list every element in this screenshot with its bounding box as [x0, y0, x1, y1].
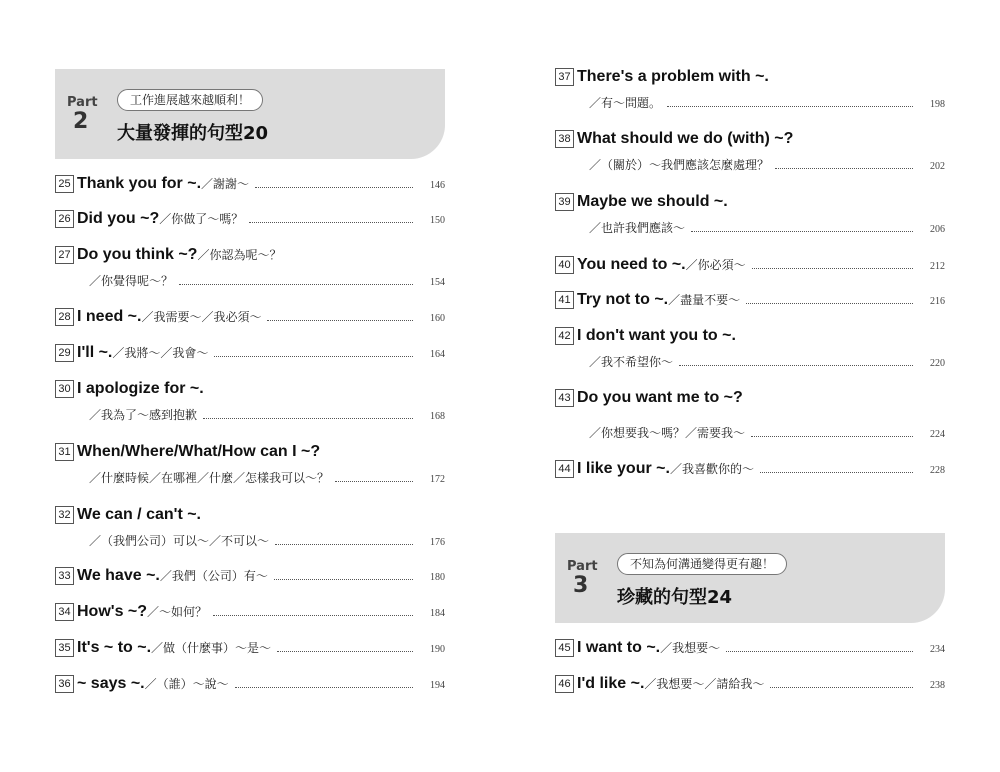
- entry-chinese: ／我想要～: [660, 641, 721, 655]
- entry-chinese: ／我需要～／我必須～: [141, 310, 262, 324]
- entry-english: We have ~.: [77, 567, 160, 584]
- page-number: 216: [930, 296, 945, 307]
- leader-dots: [274, 579, 413, 580]
- entry-chinese: ／（誰）～說～: [144, 677, 229, 691]
- page-number: 190: [430, 644, 445, 655]
- toc-entry[interactable]: [555, 68, 945, 110]
- entry-english: We can / can't ~.: [77, 506, 201, 523]
- part-subtitle-pill: 工作進展越來越順利！: [117, 89, 263, 111]
- entry-number: 25: [55, 175, 74, 193]
- page-number: 172: [430, 474, 445, 485]
- leader-dots: [277, 651, 413, 652]
- part-number: 3: [573, 573, 589, 598]
- toc-entry[interactable]: [555, 639, 945, 659]
- entry-number: 33: [55, 567, 74, 585]
- leader-dots: [775, 168, 913, 169]
- entry-english: There's a problem with ~.: [577, 68, 769, 85]
- entry-english: Did you ~?: [77, 210, 160, 227]
- entry-number: 27: [55, 246, 74, 264]
- right-page: [500, 0, 1000, 772]
- page-number: 160: [430, 313, 445, 324]
- toc-entry[interactable]: [555, 130, 945, 172]
- part-2-banner: [55, 69, 445, 159]
- page-number: 224: [930, 429, 945, 440]
- toc-entry[interactable]: [55, 675, 445, 695]
- toc-entry[interactable]: [555, 389, 945, 440]
- entry-english: What should we do (with) ~?: [577, 130, 794, 147]
- leader-dots: [203, 418, 413, 419]
- toc-entry[interactable]: [555, 256, 945, 276]
- entry-chinese: ／我想要～／請給我～: [644, 677, 765, 691]
- toc-entry[interactable]: [55, 380, 445, 422]
- entry-number: 26: [55, 210, 74, 228]
- entry-english: I need ~.: [77, 308, 142, 325]
- entry-chinese-second-line: ／你覺得呢～？: [89, 274, 174, 288]
- page-number: 146: [430, 180, 445, 191]
- entry-chinese-second-line: ／有～問題。: [589, 96, 662, 110]
- entry-chinese-second-line: ／我為了～感到抱歉: [89, 408, 198, 422]
- entry-english: You need to ~.: [577, 256, 686, 273]
- page-number: 184: [430, 608, 445, 619]
- entry-english: ~ says ~.: [77, 675, 145, 692]
- entry-chinese: ／謝謝～: [201, 177, 250, 191]
- page-number: 150: [430, 215, 445, 226]
- entry-english: I'll ~.: [77, 344, 113, 361]
- entry-chinese: ／～如何？: [147, 605, 208, 619]
- leader-dots: [214, 356, 413, 357]
- entry-number: 39: [555, 193, 574, 211]
- part-3-banner: [555, 533, 945, 623]
- entry-number: 34: [55, 603, 74, 621]
- entry-chinese-second-line: ／（我們公司）可以～／不可以～: [89, 534, 270, 548]
- entry-chinese: ／我喜歡你的～: [669, 462, 754, 476]
- entry-chinese: ／做（什麼事）～是～: [151, 641, 272, 655]
- leader-dots: [179, 284, 413, 285]
- entry-english: It's ~ to ~.: [77, 639, 152, 656]
- toc-entry[interactable]: [55, 210, 445, 230]
- toc-entry[interactable]: [555, 675, 945, 695]
- part-number: 2: [73, 109, 89, 134]
- page-number: 176: [430, 537, 445, 548]
- entry-english: I'd like ~.: [577, 675, 645, 692]
- toc-entry[interactable]: [555, 193, 945, 235]
- entry-number: 32: [55, 506, 74, 524]
- toc-entry[interactable]: [55, 443, 445, 485]
- entry-number: 28: [55, 308, 74, 326]
- entry-chinese: ／你認為呢～？: [197, 248, 282, 262]
- leader-dots: [746, 303, 913, 304]
- entry-chinese-second-line: ／什麼時候／在哪裡／什麼／怎樣我可以～？: [89, 471, 330, 485]
- entry-number: 29: [55, 344, 74, 362]
- entry-number: 36: [55, 675, 74, 693]
- leader-dots: [751, 436, 913, 437]
- part-title: 大量發揮的句型20: [117, 123, 269, 144]
- entry-chinese-second-line: ／你想要我～嗎？／需要我～: [589, 426, 746, 440]
- entry-english: Do you want me to ~?: [577, 389, 743, 406]
- leader-dots: [267, 320, 413, 321]
- leader-dots: [235, 687, 413, 688]
- entry-chinese: ／你做了～嗎？: [159, 212, 244, 226]
- page-number: 168: [430, 411, 445, 422]
- page-number: 202: [930, 161, 945, 172]
- entry-number: 30: [55, 380, 74, 398]
- page-number: 238: [930, 680, 945, 691]
- entry-number: 31: [55, 443, 74, 461]
- entry-english: How's ~?: [77, 603, 148, 620]
- page-number: 228: [930, 465, 945, 476]
- toc-entry[interactable]: [55, 308, 445, 328]
- toc-entry[interactable]: [55, 567, 445, 587]
- toc-entry[interactable]: [555, 460, 945, 480]
- entry-number: 41: [555, 291, 574, 309]
- leader-dots: [667, 106, 913, 107]
- leader-dots: [752, 268, 913, 269]
- leader-dots: [275, 544, 413, 545]
- entry-number: 38: [555, 130, 574, 148]
- entry-number: 37: [555, 68, 574, 86]
- entry-number: 35: [55, 639, 74, 657]
- entry-number: 43: [555, 389, 574, 407]
- leader-dots: [213, 615, 413, 616]
- entry-chinese: ／盡量不要～: [668, 293, 741, 307]
- entry-chinese-second-line: ／也許我們應該～: [589, 221, 686, 235]
- entry-english: Do you think ~?: [77, 246, 198, 263]
- leader-dots: [726, 651, 913, 652]
- part-subtitle-pill: 不知為何溝通變得更有趣！: [617, 553, 787, 575]
- page-number: 180: [430, 572, 445, 583]
- entry-english: Try not to ~.: [577, 291, 669, 308]
- page-number: 154: [430, 277, 445, 288]
- toc-entry[interactable]: [55, 344, 445, 364]
- entry-english: I apologize for ~.: [77, 380, 204, 397]
- entry-chinese: ／我將～／我會～: [112, 346, 209, 360]
- toc-entry[interactable]: [555, 327, 945, 369]
- entry-english: I want to ~.: [577, 639, 661, 656]
- entry-english: Thank you for ~.: [77, 175, 202, 192]
- toc-entry[interactable]: [55, 506, 445, 548]
- leader-dots: [255, 187, 413, 188]
- part-label: Part: [567, 559, 598, 574]
- toc-entry[interactable]: [555, 291, 945, 311]
- page-number: 194: [430, 680, 445, 691]
- entry-number: 46: [555, 675, 574, 693]
- entry-english: Maybe we should ~.: [577, 193, 728, 210]
- page-number: 164: [430, 349, 445, 360]
- page-number: 206: [930, 224, 945, 235]
- leader-dots: [679, 365, 913, 366]
- toc-entry[interactable]: [55, 175, 445, 195]
- entry-chinese: ／我們（公司）有～: [159, 569, 268, 583]
- leader-dots: [760, 472, 913, 473]
- page-number: 198: [930, 99, 945, 110]
- entry-chinese: ／你必須～: [685, 258, 746, 272]
- entry-chinese-second-line: ／（關於）～我們應該怎麼處理？: [589, 158, 770, 172]
- part-label: Part: [67, 95, 98, 110]
- entry-english: I like your ~.: [577, 460, 670, 477]
- leader-dots: [691, 231, 913, 232]
- part-title: 珍藏的句型24: [617, 587, 733, 608]
- leader-dots: [249, 222, 413, 223]
- entry-english: I don't want you to ~.: [577, 327, 736, 344]
- leader-dots: [335, 481, 413, 482]
- entry-number: 44: [555, 460, 574, 478]
- entry-number: 45: [555, 639, 574, 657]
- page-number: 220: [930, 358, 945, 369]
- entry-number: 42: [555, 327, 574, 345]
- entry-number: 40: [555, 256, 574, 274]
- toc-entry[interactable]: [55, 603, 445, 623]
- leader-dots: [770, 687, 913, 688]
- entry-english: When/Where/What/How can I ~?: [77, 443, 321, 460]
- toc-entry[interactable]: [55, 246, 445, 288]
- entry-chinese-second-line: ／我不希望你～: [589, 355, 674, 369]
- toc-entry[interactable]: [55, 639, 445, 659]
- page-number: 212: [930, 261, 945, 272]
- page-number: 234: [930, 644, 945, 655]
